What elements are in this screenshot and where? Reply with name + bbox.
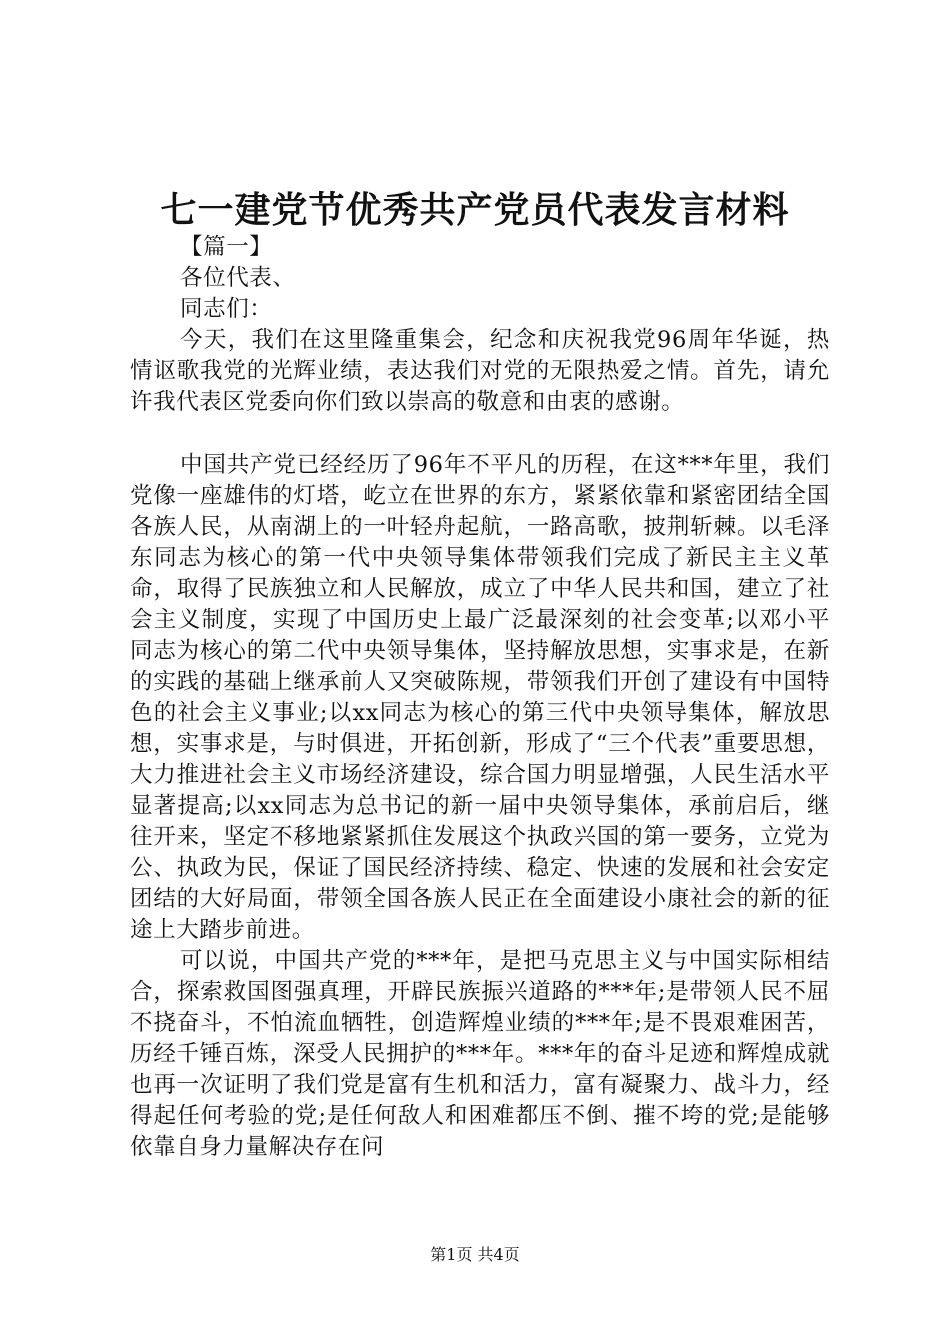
salutation-line-1: 各位代表、 [180, 265, 296, 291]
paragraph-opening: 今天，我们在这里隆重集会，纪念和庆祝我党96周年华诞，热情讴歌我党的光辉业绩，表达我们对党的无限热爱之情。首先，请允许我代表区党委向你们致以崇高的敬意和由衷的感谢。 [130, 327, 830, 415]
salutation-line-2: 同志们： [180, 296, 273, 322]
paragraph-history: 中国共产党已经经历了96年不平凡的历程，在这***年里，我们党像一座雄伟的灯塔，屹立在世界的东方，紧紧依靠和紧密团结全国各族人民，从南湖上的一叶轻舟起航，一路高歌，披荆斩棘。以毛泽东同志为核心的第一代中央领导集体带领我们完成了新民主主义革命，取得了民族独立和人民解放，成立了中华人民共和国，建立了社会主义制度，实现了中国历史上最广泛最深刻的社会变革;以邓小平同志为核心的第二代中央领导集体，坚持解放思想，实事求是，在新的实践的基础上继承前人又突破陈规，带领我们开创了建设有中国特色的社会主义事业;以xx同志为核心的第三代中央领导集体，解放思想，实事求是，与时俱进，开拓创新，形成了“三个代表”重要思想，大力推进社会主义市场经济建设，综合国力明显增强，人民生活水平显著提高;以xx同志为总书记的新一届中央领导集体，承前启后，继往开来，坚定不移地紧紧抓住发展这个执政兴国的第一要务，立党为公、执政为民，保证了国民经济持续、稳定、快速的发展和社会安定团结的大好局面，带领全国各族人民正在全面建设小康社会的新的征途上大踏步前进。 [130, 452, 830, 943]
document-title: 七一建党节优秀共产党员代表发言材料 [160, 189, 790, 231]
page-footer: 第1页 共4页 [430, 1245, 520, 1264]
section-label: 【篇一】 [180, 234, 273, 260]
paragraph-spacer [130, 418, 830, 450]
paragraph-summary: 可以说，中国共产党的***年，是把马克思主义与中国实际相结合，探索救国图强真理，开辟民族振兴道路的***年;是带领人民不屈不挠奋斗，不怕流血牺牲，创造辉煌业绩的***年;是不畏艰难困苦，历经千锤百炼，深受人民拥护的***年。***年的奋斗足迹和辉煌成就也再一次证明了我们党是富有生机和活力，富有凝聚力、战斗力，经得起任何考验的党;是任何敌人和困难都压不倒、摧不垮的党;是能够依靠自身力量解决存在问 [130, 948, 830, 1160]
document-body [130, 232, 830, 1163]
